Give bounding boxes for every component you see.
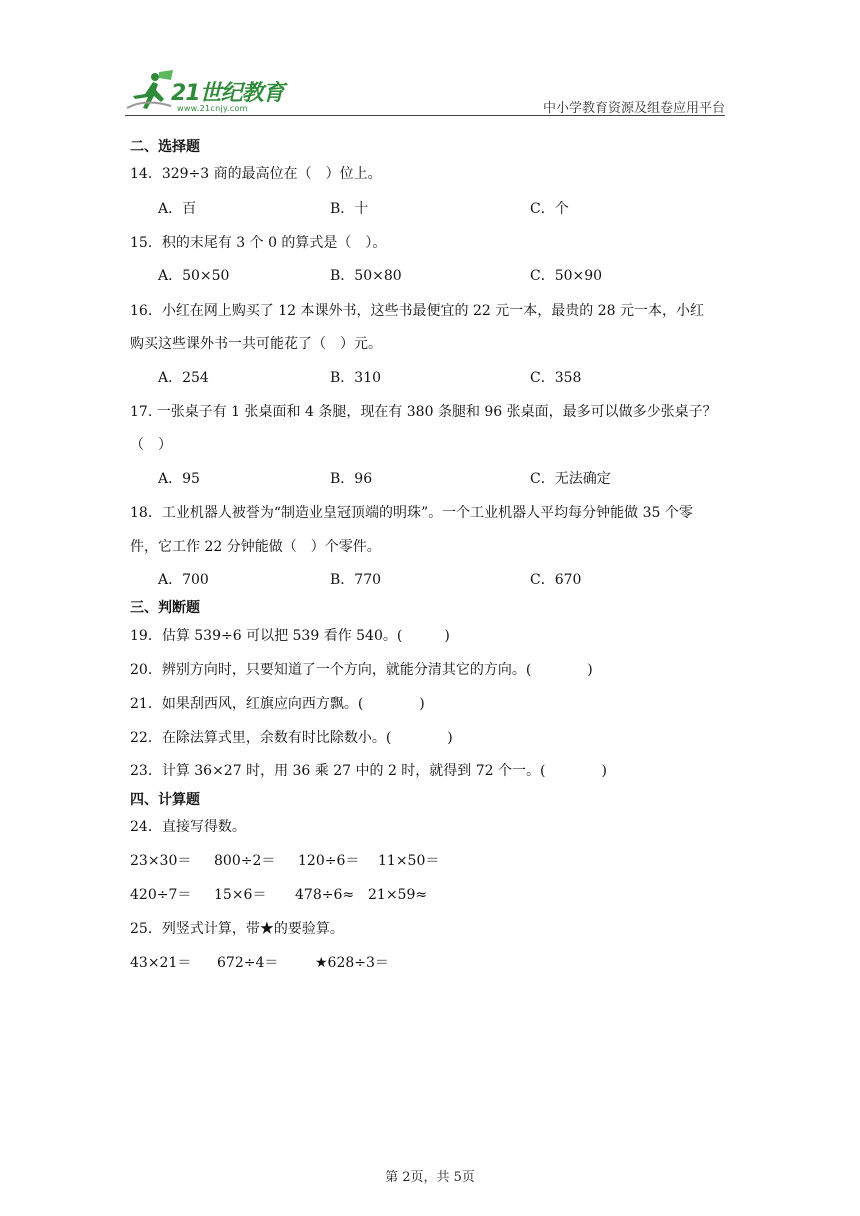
q17-option-b: B．96 [330, 471, 373, 487]
q17-option-c: C．无法确定 [530, 471, 611, 487]
logo [125, 68, 295, 116]
page-footer: 第 2页，共 5页 [385, 1170, 475, 1185]
q15-option-c: C．50×90 [530, 268, 603, 284]
header-rule [125, 115, 725, 116]
question-19: 19．估算 539÷6 可以把 539 看作 540。( ) [130, 628, 450, 644]
q25-item: 672÷4＝ [217, 955, 279, 971]
q24-item: 21×59≈ [368, 887, 428, 903]
question-20: 20．辨别方向时，只要知道了一个方向，就能分清其它的方向。( ) [130, 662, 593, 678]
question-14: 14．329÷3 商的最高位在（ ）位上。 [130, 166, 382, 182]
q15-option-b: B．50×80 [330, 268, 402, 284]
q24-item: 11×50＝ [378, 853, 440, 869]
logo-url: www.21cnjy.com [177, 104, 248, 113]
q24-item: 23×30＝ [130, 853, 192, 869]
question-16-line2: 购买这些课外书一共可能花了（ ）元。 [130, 336, 382, 352]
question-22: 22．在除法算式里，余数有时比除数小。( ) [130, 730, 453, 746]
question-25: 25．列竖式计算，带★的要验算。 [130, 921, 344, 937]
q14-option-a: A．百 [158, 201, 197, 217]
section-heading-judge: 三、判断题 [130, 600, 200, 616]
q24-item: 120÷6＝ [298, 853, 360, 869]
question-23: 23．计算 36×27 时，用 36 乘 27 中的 2 时，就得到 72 个一。( ) [130, 763, 607, 779]
q25-item: ★628÷3＝ [315, 955, 389, 971]
q24-item: 478÷6≈ [295, 887, 355, 903]
q14-option-c: C．个 [530, 201, 569, 217]
question-17-line1: 17. 一张桌子有 1 张桌面和 4 条腿，现在有 380 条腿和 96 张桌面，最多可以做多少张桌子？ [130, 404, 717, 420]
q14-option-b: B．十 [330, 201, 369, 217]
question-16-line1: 16．小红在网上购买了 12 本课外书，这些书最便宜的 22 元一本，最贵的 28 元一本，小红 [130, 303, 704, 319]
section-heading-choice: 二、选择题 [130, 139, 200, 155]
section-heading-calc: 四、计算题 [130, 792, 200, 808]
runner-icon [125, 68, 175, 116]
question-24: 24．直接写得数。 [130, 819, 246, 835]
question-18-line1: 18．工业机器人被誉为“制造业皇冠顶端的明珠”。一个工业机器人平均每分钟能做 35 个零 [130, 505, 693, 521]
q24-item: 800÷2＝ [214, 853, 276, 869]
q16-option-a: A．254 [158, 370, 209, 386]
page-header [125, 68, 725, 118]
q18-option-a: A．700 [158, 572, 209, 588]
question-15: 15．积的末尾有 3 个 0 的算式是（ ）。 [130, 235, 387, 251]
q24-item: 15×6＝ [214, 887, 267, 903]
q15-option-a: A．50×50 [158, 268, 230, 284]
q25-item: 43×21＝ [130, 955, 192, 971]
q16-option-b: B．310 [330, 370, 382, 386]
q24-item: 420÷7＝ [130, 887, 192, 903]
question-21: 21．如果刮西风，红旗应向西方飘。( ) [130, 696, 425, 712]
platform-label: 中小学教育资源及组卷应用平台 [542, 101, 725, 116]
q16-option-c: C．358 [530, 370, 582, 386]
q18-option-b: B．770 [330, 572, 382, 588]
q18-option-c: C．670 [530, 572, 582, 588]
question-17-line2: （ ） [130, 437, 172, 453]
logo-text: 21世纪教育 [171, 81, 284, 106]
question-18-line2: 件，它工作 22 分钟能做（ ）个零件。 [130, 539, 381, 555]
q17-option-a: A．95 [158, 471, 200, 487]
